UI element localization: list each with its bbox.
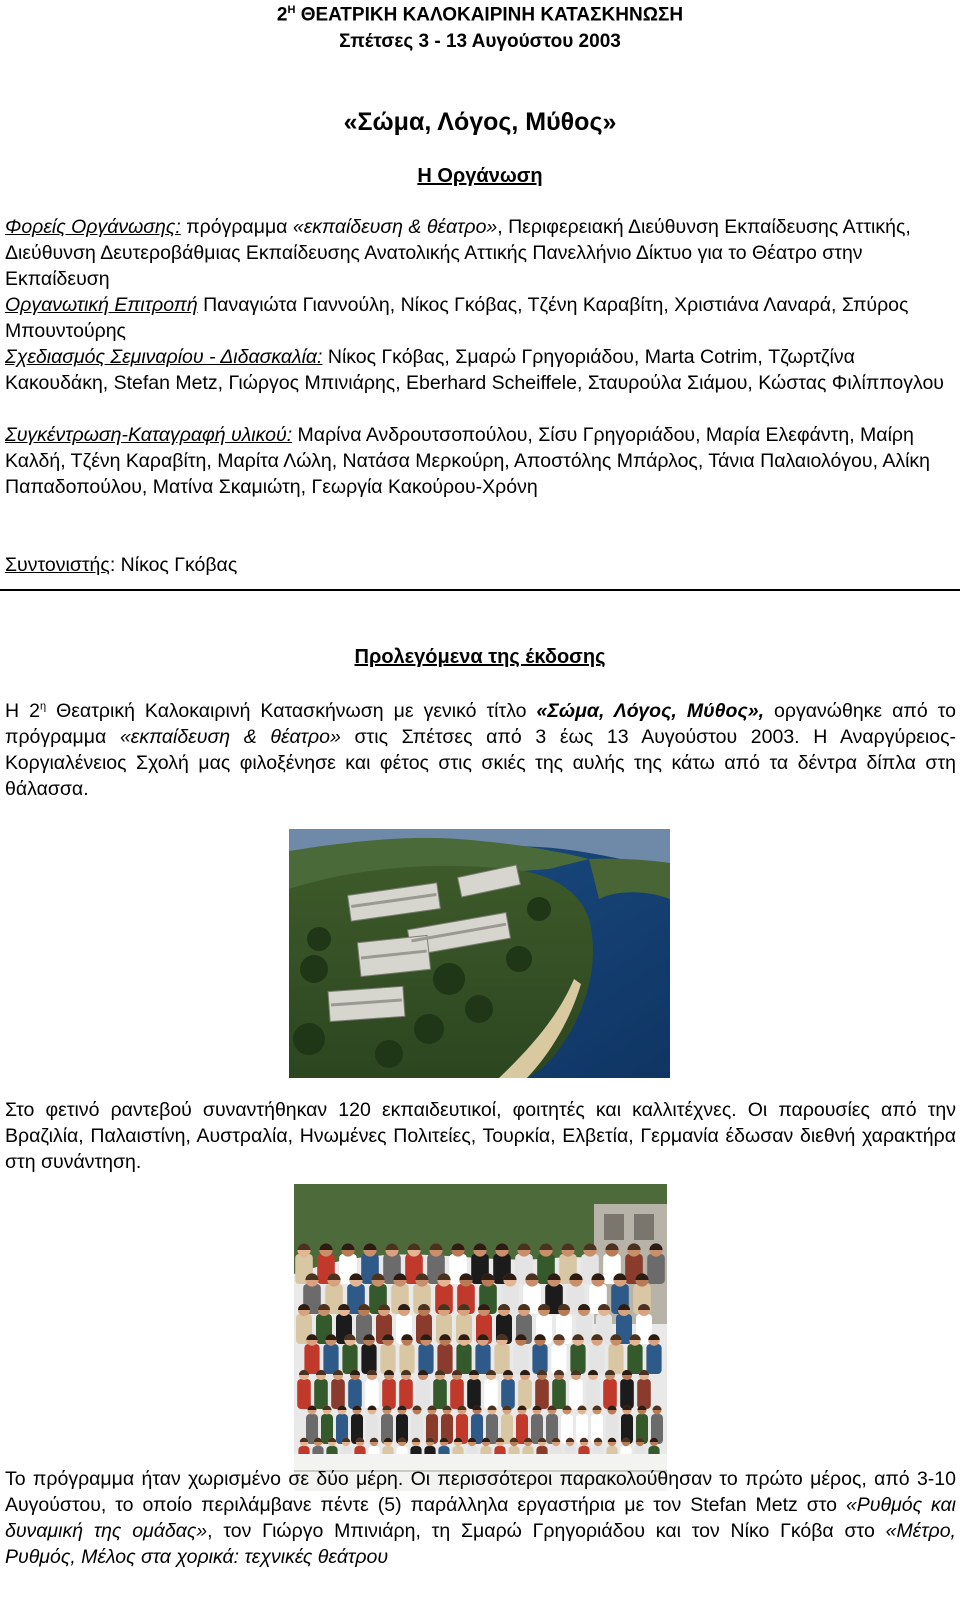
- event-dates: Σπέτσες 3 - 13 Αυγούστου 2003: [339, 31, 621, 52]
- p3-text-b: , τον Γιώργο Μπινιάρη, τη Σμαρώ Γρηγοριάδου και τον Νίκο Γκόβα στο: [207, 1520, 886, 1542]
- collection-paragraph: [5, 422, 955, 500]
- event-title: [0, 4, 960, 26]
- carriers-program-name: «εκπαίδευση & θέατρο»: [292, 216, 498, 238]
- event-ordinal-superscript: Η: [287, 4, 296, 16]
- p1-superscript: η: [39, 700, 47, 713]
- preface-paragraph-3: [5, 1466, 956, 1570]
- carriers-text-continued: , Περιφερειακή Διεύθυνση Εκπαίδευσης Αττικής, Διεύθυνση Δευτεροβάθμιας Εκπαίδευσης Ανατολικής Αττικής Πανελλήνιο Δίκτυο για το Θέατρο στην Εκπαίδευση: [5, 216, 911, 290]
- p1-text-d: στις Σπέτσες από 3 έως 13 Αυγούστου 2003. Η Αναργύρειος-Κοργιαλένειος Σχολή μας φιλοξένησε και φέτος στις σκιές της αυλής της κάτω από τα δέντρα δίπλα στη θάλασσα.: [5, 726, 956, 800]
- collection-label: Συγκέντρωση-Καταγραφή υλικού:: [5, 424, 293, 446]
- main-title: «Σώμα, Λόγος, Μύθος»: [343, 108, 617, 136]
- p3-workshop-2: «Μέτρο, Ρυθμός, Μέλος στα χορικά: τεχνικές θεάτρου: [5, 1520, 956, 1568]
- preface-paragraph-1: [5, 698, 956, 802]
- preface-paragraph-2: Στο φετινό ραντεβού συναντήθηκαν 120 εκπαιδευτικοί, φοιτητές και καλλιτέχνες. Οι παρουσίες από την Βραζιλία, Παλαιστίνη, Αυστραλία, Ηνωμένες Πολιτείες, Τουρκία, Ελβετία, Γερμανία έδωσαν διεθνή χαρακτήρα στη συνάντηση.: [5, 1099, 956, 1173]
- p1-text-c: οργανώθηκε από το πρόγραμμα: [5, 700, 956, 748]
- coordinator-name: : Νίκος Γκόβας: [109, 554, 238, 576]
- carriers-text: πρόγραμμα: [180, 216, 293, 238]
- p3-workshop-1: «Ρυθμός και δυναμική της ομάδας»: [5, 1494, 956, 1542]
- p3-text-a: Το πρόγραμμα ήταν χωρισμένο σε δύο μέρη. Οι περισσότεροι παρακολούθησαν το πρώτο μέρος, από 3-10 Αυγούστου, το οποίο περιλάμβανε πέντε (5) παράλληλα εργαστήρια με τον Stefan Metz στο: [5, 1468, 956, 1516]
- p1-text-b: Θεατρική Καλοκαιρινή Κατασκήνωση με γενικό τίτλο: [46, 700, 537, 722]
- section-divider: [0, 589, 960, 591]
- carriers-label: Φορείς Οργάνωσης:: [5, 216, 181, 238]
- committee-label: Οργανωτική Επιτροπή: [5, 294, 198, 316]
- design-paragraph: [5, 344, 955, 396]
- committee-members: Παναγιώτα Γιαννούλη, Νίκος Γκόβας, Τζένη Καραβίτη, Χριστιάνα Λαναρά, Σπύρος Μπουντούρης: [5, 294, 909, 342]
- coordinator-line: [5, 552, 955, 578]
- committee-paragraph: [5, 292, 955, 344]
- preface-heading: Προλεγόμενα της έκδοσης: [354, 646, 606, 668]
- group-photo: [294, 1184, 667, 1491]
- design-label: Σχεδιασμός Σεμιναρίου - Διδασκαλία:: [5, 346, 323, 368]
- design-members: Νίκος Γκόβας, Σμαρώ Γρηγοριάδου, Marta Cotrim, Τζωρτζίνα Κακουδάκη, Stefan Metz, Γιώργος Μπινιάρης, Eberhard Scheiffele, Σταυρούλα Σιάμου, Κώστας Φιλίππογλου: [5, 346, 944, 394]
- p1-event-title: «Σώμα, Λόγος, Μύθος»,: [536, 700, 765, 722]
- event-ordinal: 2: [276, 4, 288, 26]
- p1-text-a: Η 2: [5, 700, 40, 722]
- p1-program-name: «εκπαίδευση & θέατρο»: [119, 726, 341, 748]
- organization-heading: Η Οργάνωση: [417, 165, 543, 187]
- carriers-paragraph: [5, 214, 955, 292]
- event-title-text: ΘΕΑΤΡΙΚΗ ΚΑΛΟΚΑΙΡΙΝΗ ΚΑΤΑΣΚΗΝΩΣΗ: [295, 4, 684, 26]
- collection-members: Μαρίνα Ανδρουτσοπούλου, Σίσυ Γρηγοριάδου, Μαρία Ελεφάντη, Μαίρη Καλδή, Τζένη Καραβίτη, Μαρίτα Λώλη, Νατάσα Μερκούρη, Αποστόλης Μπάρλος, Τάνια Παλαιολόγου, Αλίκη Παπαδοπούλου, Ματίνα Σκαμιώτη, Γεωργία Κακούρου-Χρόνη: [5, 424, 931, 498]
- coordinator-label: Συντονιστής: [5, 554, 110, 576]
- campus-photo: [289, 829, 670, 1078]
